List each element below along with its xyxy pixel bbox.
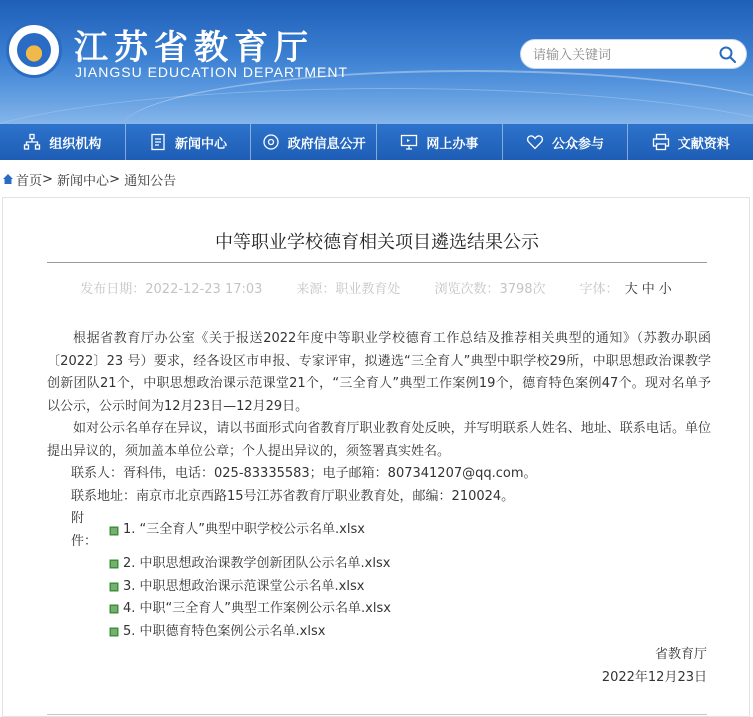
body-paragraph: 根据省教育厅办公室《关于报送2022年度中等职业学校德育工作总结及推荐相关典型的通知》（苏教办职函〔2022〕23 号）要求，经各设区市申报、专家评审，拟遴选“三全育人”典型中职学校29所，中职思想政治课教学创新团队21个，中职思想政治课示范课堂21个，“三全育人”典型工作案例19个，德育特色案例47个。现对名单予以公示，公示时间为12月23日—12月29日。 xyxy=(47,331,711,414)
nav-label: 组织机构 xyxy=(49,136,102,152)
site-header xyxy=(0,0,753,124)
breadcrumb-separator: > xyxy=(109,171,125,187)
nav-label: 公众参与 xyxy=(552,136,605,152)
body-paragraph: 如对公示名单存在异议，请以书面形式向省教育厅职业教育处反映，并写明联系人姓名、地址、联系电话。单位提出异议的，须加盖本单位公章；个人提出异议的，须签署真实姓名。 xyxy=(47,421,711,459)
breadcrumb-notice[interactable]: 通知公告 xyxy=(124,173,177,189)
signature-block xyxy=(602,643,707,689)
search-input[interactable] xyxy=(533,45,713,65)
nav-label: 政府信息公开 xyxy=(287,136,366,152)
nav-item-organization[interactable] xyxy=(0,124,126,160)
search-box xyxy=(520,39,747,69)
article-body xyxy=(47,328,711,643)
spreadsheet-icon xyxy=(109,559,119,569)
nav-item-public-participation[interactable] xyxy=(503,124,629,160)
view-count: 浏览次数：3798次 xyxy=(434,281,546,297)
divider xyxy=(47,714,707,715)
eye-icon xyxy=(262,133,280,151)
spreadsheet-icon xyxy=(109,604,119,614)
attachment-link[interactable]: 3. 中职思想政治课示范课堂公示名单.xlsx xyxy=(123,578,365,594)
attachment-link[interactable]: 2. 中职思想政治课教学创新团队公示名单.xlsx xyxy=(123,556,391,571)
attachment-link[interactable]: 5. 中职德育特色案例公示名单.xlsx xyxy=(123,623,326,639)
breadcrumb-home[interactable]: 首页 xyxy=(16,173,43,189)
search-icon[interactable] xyxy=(718,45,738,65)
attachment-row xyxy=(47,621,711,644)
attachment-link[interactable]: 4. 中职“三全育人”典型工作案例公示名单.xlsx xyxy=(123,601,391,616)
font-size-medium-button[interactable]: 中 xyxy=(641,281,655,297)
attachment-row xyxy=(47,576,711,599)
font-size-small-button[interactable]: 小 xyxy=(658,281,672,297)
contact-line: 联系人：胥科伟，电话：025-83335583；电子邮箱：807341207@qq.com。 xyxy=(71,466,537,481)
nav-item-documents[interactable] xyxy=(628,124,753,160)
breadcrumb xyxy=(0,166,176,192)
nav-label: 文献资料 xyxy=(677,136,730,152)
main-nav xyxy=(0,124,753,160)
spreadsheet-icon xyxy=(109,526,119,536)
signature: 省教育厅 xyxy=(654,647,707,662)
nav-label: 网上办事 xyxy=(426,136,479,152)
article-title: 中等职业学校德育相关项目遴选结果公示 xyxy=(215,232,539,253)
attachment-row xyxy=(47,598,711,621)
font-size-large-button[interactable]: 大 xyxy=(624,281,638,297)
org-chart-icon xyxy=(23,133,41,151)
site-subtitle: JIANGSU EDUCATION DEPARTMENT xyxy=(75,64,349,80)
font-size-control xyxy=(580,278,674,297)
education-department-logo[interactable] xyxy=(6,22,62,78)
breadcrumb-news[interactable]: 新闻中心 xyxy=(57,173,110,189)
signature-date: 2022年12月23日 xyxy=(601,670,707,685)
nav-label: 新闻中心 xyxy=(175,136,228,152)
article-meta xyxy=(3,276,751,298)
location-icon xyxy=(2,173,14,185)
nav-item-online-service[interactable] xyxy=(377,124,503,160)
nav-item-news[interactable] xyxy=(126,124,252,160)
logo-emblem-icon xyxy=(17,33,51,67)
spreadsheet-icon xyxy=(109,582,119,592)
publish-date: 发布日期：2022-12-23 17:03 xyxy=(80,281,263,297)
article-panel xyxy=(2,197,750,717)
site-title[interactable]: 江苏省教育厅 xyxy=(74,28,314,68)
attachment-link[interactable]: 1. “三全育人”典型中职学校公示名单.xlsx xyxy=(123,522,365,538)
font-size-label: 字体： xyxy=(579,281,619,297)
article-source: 来源：职业教育处 xyxy=(296,281,401,297)
divider xyxy=(47,262,707,263)
nav-item-gov-info[interactable] xyxy=(251,124,377,160)
address-line: 联系地址：南京市北京西路15号江苏省教育厅职业教育处，邮编：210024。 xyxy=(71,488,515,504)
heart-icon xyxy=(526,133,544,151)
monitor-icon xyxy=(400,133,418,151)
spreadsheet-icon xyxy=(109,627,119,637)
document-icon xyxy=(149,133,167,151)
printer-icon xyxy=(652,133,670,151)
breadcrumb-separator: > xyxy=(42,171,58,187)
attachment-row xyxy=(47,508,711,553)
attachments-label: 附件： xyxy=(71,511,98,549)
attachment-row xyxy=(47,553,711,576)
